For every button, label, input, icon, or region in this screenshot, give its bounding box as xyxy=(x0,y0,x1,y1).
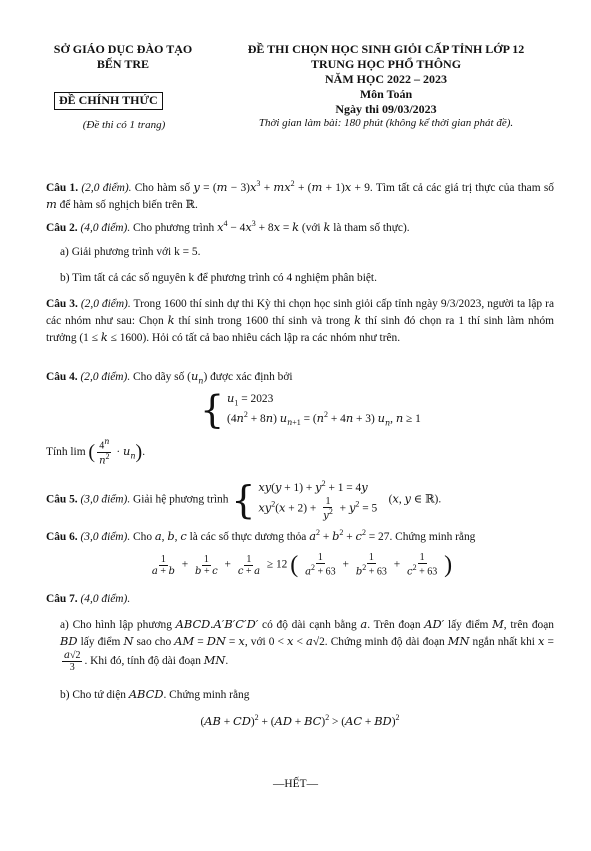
department xyxy=(28,42,218,72)
question-4: Câu 4. (2,0 điểm). Cho dãy số $(u_n)$ được xác định bởi xyxy=(46,369,293,386)
question-label: Câu 3. xyxy=(46,298,78,310)
question-label: Câu 7. xyxy=(46,593,78,605)
exam-title-line1: ĐỀ THI CHỌN HỌC SINH GIỎI CẤP TỈNH LỚP 12 xyxy=(247,42,525,56)
exam-title xyxy=(206,42,566,131)
exam-title-line2: TRUNG HỌC PHỔ THÔNG xyxy=(310,57,462,71)
sequence-system: { $u_1 = 2023$ $(4n^2 + 8n) u_{n+1} = (n^2 + 4n + 3)$ $u_n$, n ≥ 1 xyxy=(200,387,421,432)
question-points: (3,0 điểm). xyxy=(80,530,131,543)
department-line1: SỞ GIÁO DỤC ĐÀO TẠO xyxy=(53,42,193,56)
question-6: Câu 6. (3,0 điểm). Cho a, b, c là các số thực dương thỏa $a^2 + b^2 + c^2 = 27$. Chứng minh rằng xyxy=(46,528,476,543)
question-label: Câu 2. xyxy=(46,221,78,234)
subject: Môn Toán xyxy=(359,87,413,101)
question-points: (2,0 điểm). xyxy=(81,181,132,194)
question-7a: a) Cho hình lập phương ABCD.A′B′C′D′ có độ dài cạnh bằng a. Trên đoạn AD′ lấy điểm M, trên đoạn BD lấy điểm N sao cho AM = DN = x, với 0 < x < a√2. Chứng minh độ dài đoạn MN ngắn nhất khi x = $\frac{a√2}{3}$ . Khi đó, tính độ dài đoạn MN. xyxy=(60,617,554,674)
question-2: Câu 2. (4,0 điểm). Cho phương trình $x^4 - 4x^3 + 8x = k$ (với k là tham số thực). xyxy=(46,219,410,234)
end-mark: —HẾT— xyxy=(273,778,318,790)
school-year: NĂM HỌC 2022 – 2023 xyxy=(325,72,447,86)
page-count: (Đề thi có 1 trang) xyxy=(82,119,166,131)
question-points: (4,0 điểm). xyxy=(80,221,131,234)
question-points: (2,0 điểm). xyxy=(80,371,131,383)
question-1: Câu 1. (2,0 điểm). Cho hàm số $y = (m - 3)x^3 + mx^2 + (m + 1)x + 9$. Tìm tất cả các giá trị thực của tham số m để hàm số nghịch biến trên ℝ. xyxy=(46,179,554,211)
duration: Thời gian làm bài: 180 phút (không kể thời gian phát đề). xyxy=(258,117,514,129)
question-2b: b) Tìm tất cả các số nguyên k để phương trình có 4 nghiệm phân biệt. xyxy=(60,272,377,284)
exam-date: Ngày thi 09/03/2023 xyxy=(335,102,437,116)
tetrahedron-inequality: (AB + CD)$^2$ + (AD + BC)$^2$ > (AC + BD)$^2$ xyxy=(200,713,400,728)
official-badge: ĐỀ CHÍNH THỨC xyxy=(54,92,163,110)
question-label: Câu 5. xyxy=(46,493,78,506)
question-points: (3,0 điểm). xyxy=(80,493,131,506)
question-7 xyxy=(46,591,554,607)
question-5: Câu 5. (3,0 điểm). Giải hệ phương trình { $xy(y + 1) + y^2 + 1 = 4y$ $xy^2(x + 2)$ + $\frac{1}{y^2}$ + $y^2 = 5$ (x, y ∈ ℝ). xyxy=(46,477,442,522)
question-label: Câu 1. xyxy=(46,181,79,194)
department-line2: BẾN TRE xyxy=(96,57,150,71)
question-2a: a) Giải phương trình với k = 5. xyxy=(60,246,201,258)
question-points: (4,0 điểm). xyxy=(80,593,131,605)
question-3: Câu 3. (2,0 điểm). Trong 1600 thí sinh dự thi Kỳ thi chọn học sinh giỏi cấp tỉnh ngày 9/3/2023, người ta lập ra các nhóm như sau: Chọn k thí sinh trong 1600 thí sinh và trong k thí sinh đó chọn ra 1 thí sinh làm nhóm trưởng (1 ≤ k ≤ 1600). Hỏi có tất cả bao nhiêu cách lập ra các nhóm như trên. xyxy=(46,298,554,345)
question-label: Câu 6. xyxy=(46,530,78,543)
inequality: $\frac{1}{a + b}$ + $\frac{1}{b + c}$ + $\frac{1}{c + a}$ ≥ 12 ( $\frac{1}{a^2 + 63}$ + $\frac{1}{b^2 + 63}$ + $\frac{1}{c^2 + 63}$ ) xyxy=(151,552,453,578)
question-7b: b) Cho tứ diện ABCD. Chứng minh rằng xyxy=(60,687,250,701)
question-label: Câu 4. xyxy=(46,371,78,383)
question-4-limit: Tính lim ( $\frac{4^n}{n^2}$ · $u_n$). xyxy=(46,437,146,467)
question-points: (2,0 điểm). xyxy=(80,298,131,310)
